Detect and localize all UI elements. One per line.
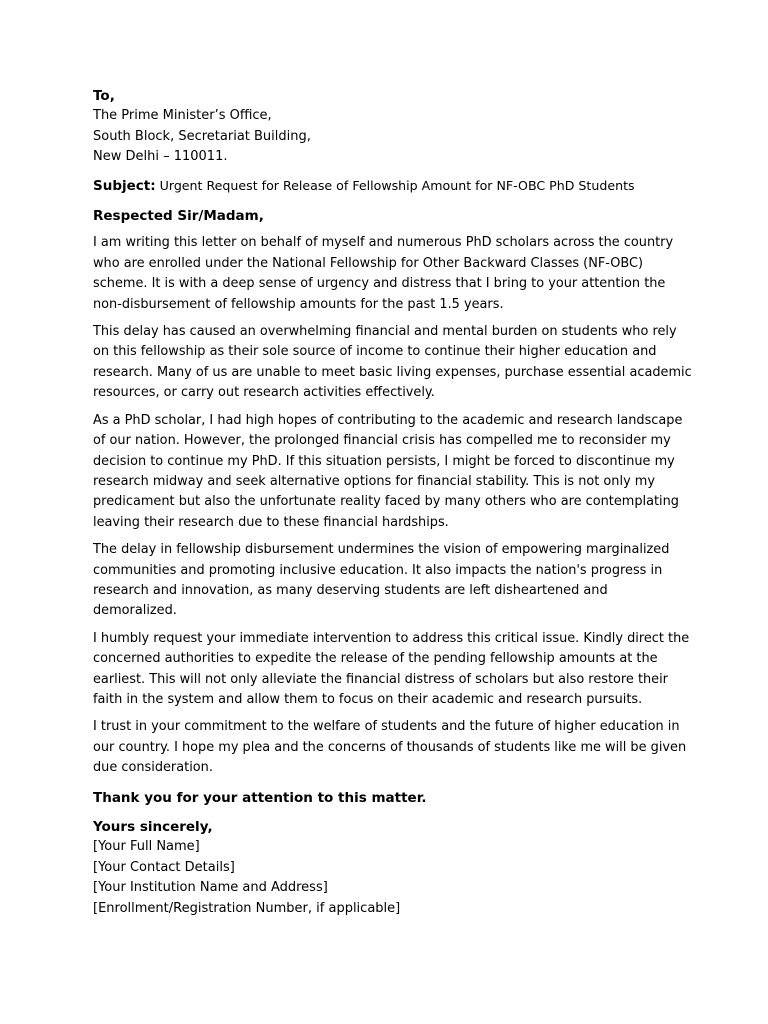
sender-detail-line: [Your Institution Name and Address]	[93, 880, 328, 896]
salutation: Respected Sir/Madam,	[93, 208, 264, 225]
body-paragraph: I humbly request your immediate intervention to address this critical issue. Kindly direct the concerned authorities to expedite the release of the pending fellowship amounts at the earliest. This will not only alleviate the financial distress of scholars but also restore their faith in the system and allow them to focus on their academic and research pursuits.	[93, 630, 690, 707]
subject-label: Subject:	[93, 177, 156, 194]
sign-off: Yours sincerely,	[93, 819, 213, 835]
body-paragraph: I trust in your commitment to the welfare of students and the future of higher education in our country. I hope my plea and the concerns of thousands of students like me will be given due consideration.	[93, 719, 687, 776]
sender-detail-line: [Your Contact Details]	[93, 859, 235, 875]
address-line: New Delhi – 110011.	[93, 149, 228, 165]
body-paragraph: The delay in fellowship disbursement undermines the vision of empowering marginalized communities and promoting inclusive education. It also impacts the nation's progress in research and innovation, as many deserving students are left disheartened and demoralized.	[93, 542, 670, 619]
body-paragraph: This delay has caused an overwhelming financial and mental burden on students who rely on this fellowship as their sole source of income to continue their higher education and research. Many of us are unable to meet basic living expenses, purchase essential academic resources, or carry out research activities effectively.	[93, 324, 692, 401]
address-line: South Block, Secretariat Building,	[93, 128, 311, 144]
closing-line: Thank you for your attention to this matter.	[93, 789, 427, 806]
sender-detail-line: [Enrollment/Registration Number, if applicable]	[93, 900, 401, 916]
to-label: To,	[93, 88, 115, 104]
address-line: The Prime Minister’s Office,	[93, 108, 272, 124]
body-paragraph: I am writing this letter on behalf of myself and numerous PhD scholars across the country who are enrolled under the National Fellowship for Other Backward Classes (NF-OBC) scheme. It is with a deep sense of urgency and distress that I bring to your attention the non-disbursement of fellowship amounts for the past 1.5 years.	[93, 235, 674, 312]
sender-detail-line: [Your Full Name]	[93, 839, 200, 855]
subject-line	[93, 176, 693, 197]
body-paragraph: As a PhD scholar, I had high hopes of contributing to the academic and research landscape of our nation. However, the prolonged financial crisis has compelled me to reconsider my decision to continue my PhD. If this situation persists, I might be forced to discontinue my research midway and seek alternative options for financial stability. This is not only my predicament but also the unfortunate reality faced by many others who are contemplating leaving their research due to these financial hardships.	[93, 412, 683, 530]
letter-page	[93, 86, 693, 919]
recipient-address	[93, 106, 693, 167]
subject-text: Urgent Request for Release of Fellowship Amount for NF-OBC PhD Students	[155, 177, 635, 193]
sender-details	[93, 837, 693, 919]
